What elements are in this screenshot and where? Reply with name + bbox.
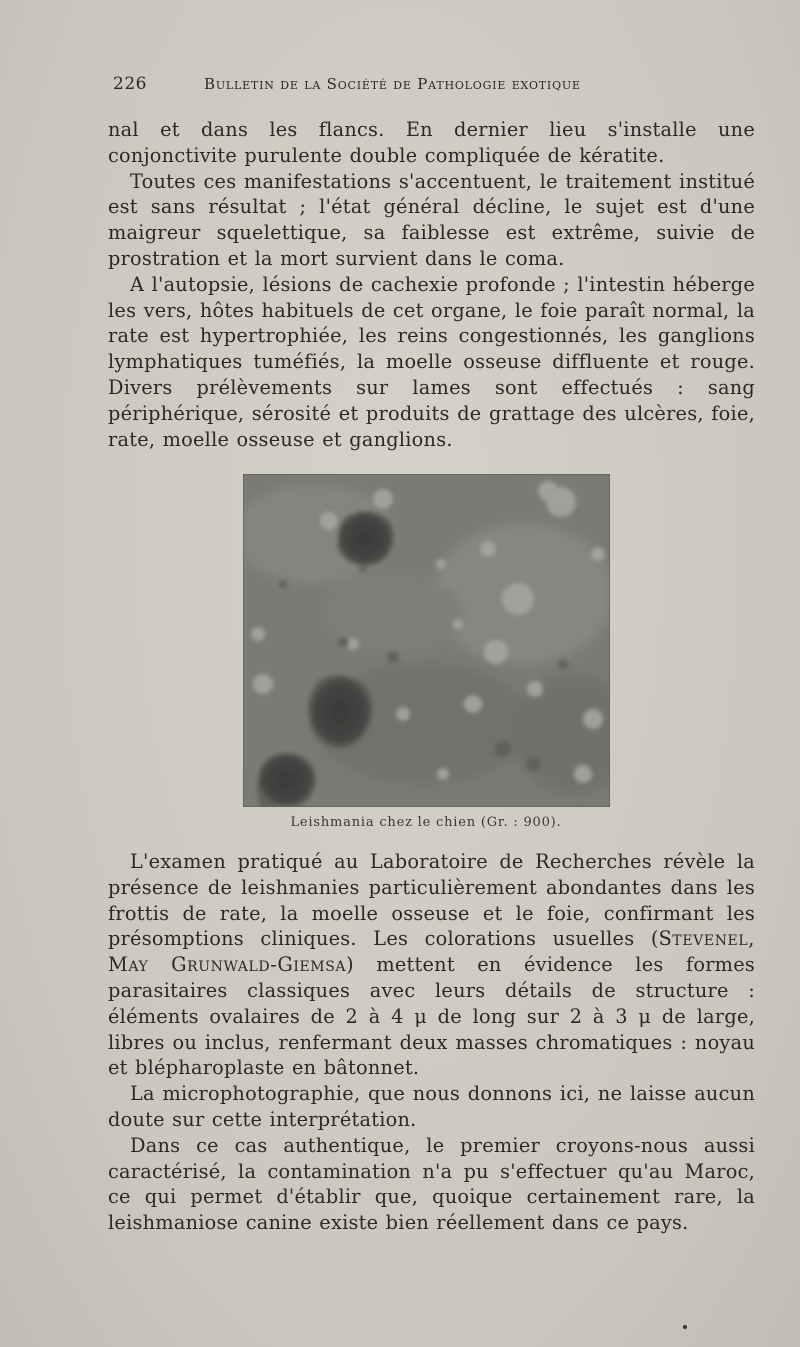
- paragraph: La microphotographie, que nous donnons ici, ne laisse aucun doute sur cette interprétation.: [108, 1082, 755, 1131]
- figure-caption: Leishmania chez le chien (Gr. : 900).: [290, 815, 562, 830]
- paragraph-text: ) mettent en évidence les formes parasitaires classiques avec leurs détails de structure : éléments ovalaires de 2 à 4 μ de long sur 2 à 3 μ de large, libres ou inclus, renfermant deux masses chromatiques : noyau et blépharoplaste en bâtonnet.: [108, 953, 755, 1080]
- page-number: 226: [113, 74, 147, 94]
- ink-speck: [683, 1325, 687, 1329]
- microphotograph: [243, 474, 610, 807]
- microphotograph-image: [243, 474, 610, 807]
- body-text-bottom: [108, 849, 755, 1236]
- paragraph: Toutes ces manifestations s'accentuent, le traitement institué est sans résultat ; l'état général décline, le sujet est d'une maigreur squelettique, sa faiblesse est extrême, suivie de prostration et la mort survient dans le coma.: [108, 169, 755, 270]
- body-text-top: [108, 117, 755, 452]
- author-names: Stevenel, May Grunwald-Giemsa: [108, 927, 755, 977]
- paragraph: Dans ce cas authentique, le premier croyons-nous aussi caractérisé, la contamination n'a pu s'effectuer qu'au Maroc, ce qui permet d'établir que, quoique certainement rare, la leishmaniose canine existe bien réellement dans ce pays.: [108, 1133, 755, 1235]
- page-header: [108, 74, 708, 100]
- paragraph: nal et dans les flancs. En dernier lieu s'installe une conjonctivite purulente double compliquée de kératite.: [108, 118, 755, 167]
- paragraph: A l'autopsie, lésions de cachexie profonde ; l'intestin héberge les vers, hôtes habituels de cet organe, le foie paraît normal, la rate est hypertrophiée, les reins congestionnés, les ganglions lymphatiques tuméfiés, la moelle osseuse diffluente et rouge. Divers prélèvements sur lames sont effectués : sang périphérique, sérosité et produits de grattage des ulcères, foie, rate, moelle osseuse et ganglions.: [108, 272, 755, 451]
- paragraph-text: L'examen pratiqué au Laboratoire de Recherches révèle la présence de leishmanies particulièrement abondantes dans les frottis de rate, la moelle osseuse et le foie, confirmant les présomptions cliniques. Les colorations usuelles (: [108, 850, 755, 951]
- running-title: Bulletin de la Société de Pathologie exotique: [204, 75, 581, 93]
- paragraph: [108, 849, 755, 1081]
